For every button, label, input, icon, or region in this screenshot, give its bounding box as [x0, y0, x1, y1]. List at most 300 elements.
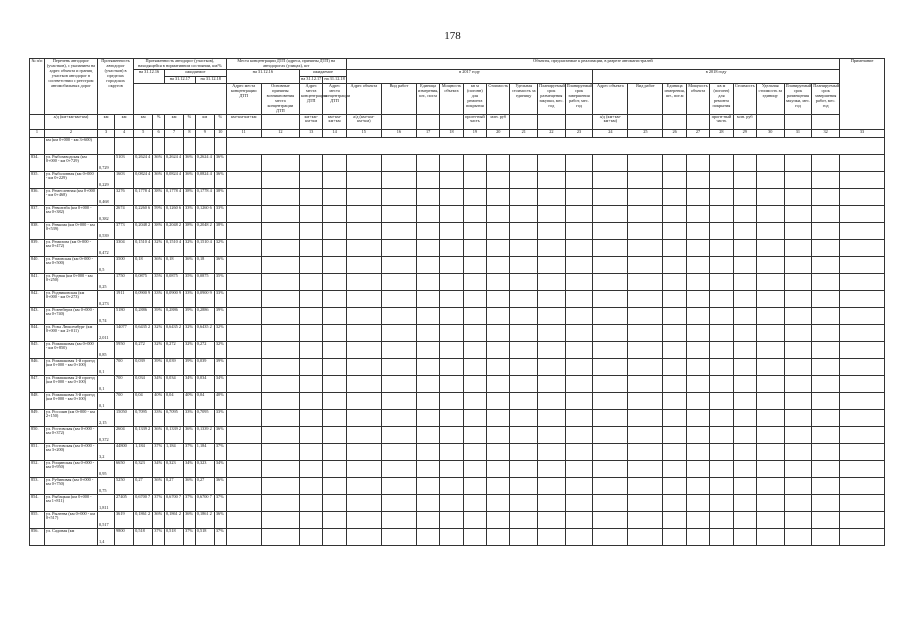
norm-2017-km: 0,6435 2 [164, 324, 183, 341]
empty-cell [756, 239, 784, 256]
empty-cell [416, 460, 439, 477]
column-number: 26 [663, 129, 686, 137]
norm-2016-km: 0,1339 2 [134, 426, 153, 443]
empty-cell [346, 171, 381, 188]
empty-cell [663, 528, 686, 545]
empty-cell [226, 426, 261, 443]
header-dtp-expected: ожидаемое [300, 69, 347, 76]
column-number: 33 [840, 129, 885, 137]
road-name: ул. Рыбозаводская (км 0+000 - км 0+729) [44, 154, 97, 171]
norm-2016-km: 0,04 [134, 392, 153, 409]
unit-dtp-kmkm: км+км-км+км [226, 114, 261, 129]
road-length-value: 5250 [115, 477, 134, 494]
empty-cell [565, 290, 593, 307]
empty-cell [840, 324, 885, 341]
empty-cell [710, 358, 733, 375]
norm-2016-km: 0,039 [134, 358, 153, 375]
empty-cell [593, 477, 628, 494]
empty-cell [593, 256, 628, 273]
road-length-value: 9800 [115, 528, 134, 545]
empty-cell [686, 256, 709, 273]
empty-cell [628, 528, 663, 545]
empty-cell [812, 341, 840, 358]
empty-cell [756, 324, 784, 341]
row-number: 846. [30, 358, 45, 375]
norm-2016-pct: 32% [153, 341, 165, 358]
empty-cell [756, 358, 784, 375]
row-number: 844. [30, 324, 45, 341]
table-row [30, 188, 885, 205]
empty-cell [487, 375, 510, 392]
carry-cell [184, 137, 196, 154]
row-number: 855. [30, 511, 45, 528]
norm-2018-km: 0,518 [195, 528, 214, 545]
norm-2017-km: 0,6700 7 [164, 494, 183, 511]
empty-cell [261, 290, 299, 307]
empty-cell [261, 171, 299, 188]
empty-cell [840, 392, 885, 409]
empty-cell [756, 477, 784, 494]
row-number: 842. [30, 290, 45, 307]
empty-cell [733, 392, 756, 409]
empty-cell [812, 171, 840, 188]
norm-2018-km: 0,1778 4 [195, 188, 214, 205]
norm-2017-pct: 33% [184, 290, 196, 307]
empty-cell [261, 222, 299, 239]
column-number: 9 [195, 129, 214, 137]
empty-cell [756, 494, 784, 511]
norm-2017-pct: 36% [184, 511, 196, 528]
empty-cell [840, 494, 885, 511]
norm-2018-km: 0,034 [195, 375, 214, 392]
empty-cell [463, 188, 486, 205]
road-name: ул. Ромашковая 2-й проезд (км 0+000 - км 0+100) [44, 375, 97, 392]
empty-cell [463, 494, 486, 511]
header-row-main [30, 59, 885, 70]
empty-cell [381, 154, 416, 171]
empty-cell [812, 154, 840, 171]
road-length-value: 1603 [115, 171, 134, 188]
empty-cell [300, 307, 323, 324]
empty-cell [226, 460, 261, 477]
table-row [30, 460, 885, 477]
road-length-km: 0,25 [98, 273, 115, 290]
unit-2017-addr: а/д (км+км-км+км) [346, 114, 381, 129]
empty-cell [593, 222, 628, 239]
empty-cell [381, 256, 416, 273]
header-norm-d2: на 31.12.17 [164, 76, 195, 83]
empty-cell [510, 426, 538, 443]
empty-cell [710, 341, 733, 358]
empty-cell [565, 358, 593, 375]
empty-cell [784, 324, 812, 341]
empty-cell [261, 392, 299, 409]
norm-2016-pct: 36% [153, 171, 165, 188]
header-norm-blank [134, 83, 227, 114]
table-row [30, 358, 885, 375]
empty-cell [381, 460, 416, 477]
empty-cell [416, 205, 439, 222]
road-length-value: 15050 [115, 409, 134, 426]
empty-cell [463, 171, 486, 188]
column-number: 7 [164, 129, 183, 137]
header-dtp-d2: на 31.12.17 [300, 76, 323, 83]
empty-cell [663, 222, 686, 239]
norm-2016-km: 0,0824 4 [134, 171, 153, 188]
empty-cell [840, 239, 885, 256]
empty-cell [628, 205, 663, 222]
norm-2016-pct: 37% [153, 443, 165, 460]
empty-cell [686, 460, 709, 477]
unit-blank-12 [756, 114, 784, 129]
unit-dtp-kmkm-2: км+км-км+км [300, 114, 323, 129]
unit-blank-9 [628, 114, 663, 129]
empty-cell [510, 443, 538, 460]
road-length-value: 700 [115, 375, 134, 392]
carry-cell [98, 137, 115, 154]
header-normative: Протяженность автодорог (участков), находящейся в нормативном состоянии, км/% [134, 59, 227, 70]
empty-cell [323, 154, 346, 171]
empty-cell [733, 154, 756, 171]
header-2018-addr: Адрес объекта [593, 83, 628, 114]
empty-cell [663, 426, 686, 443]
empty-cell [812, 375, 840, 392]
norm-2016-pct: 36% [153, 256, 165, 273]
empty-cell [261, 341, 299, 358]
empty-cell [840, 205, 885, 222]
unit-blank-7 [538, 114, 566, 129]
empty-cell [593, 358, 628, 375]
road-length-value: 700 [115, 392, 134, 409]
empty-cell [463, 154, 486, 171]
empty-cell [784, 154, 812, 171]
norm-2017-km: 0,7095 [164, 409, 183, 426]
norm-2018-pct: 35% [214, 273, 226, 290]
empty-cell [538, 205, 566, 222]
unit-blank-5 [440, 114, 463, 129]
header-note: Примечание [840, 59, 885, 130]
empty-cell [840, 443, 885, 460]
empty-cell [510, 188, 538, 205]
empty-cell [710, 477, 733, 494]
norm-2016-pct: 38% [153, 222, 165, 239]
norm-2017-km: 0,1861 2 [164, 511, 183, 528]
norm-2016-pct: 59% [153, 205, 165, 222]
empty-cell [565, 222, 593, 239]
empty-cell [628, 358, 663, 375]
norm-2017-pct: 33% [184, 205, 196, 222]
empty-cell [538, 307, 566, 324]
empty-cell [323, 205, 346, 222]
empty-cell [538, 358, 566, 375]
empty-cell [381, 494, 416, 511]
empty-cell [663, 307, 686, 324]
empty-cell [487, 273, 510, 290]
empty-cell [784, 273, 812, 290]
empty-cell [300, 273, 323, 290]
unit-km-km: а/д (км+км-км+км) [44, 114, 97, 129]
norm-2016-km: 0,6700 7 [134, 494, 153, 511]
road-length-km: 2,15 [98, 409, 115, 426]
norm-2017-km: 0,0824 4 [164, 171, 183, 188]
empty-cell [346, 222, 381, 239]
empty-cell [733, 511, 756, 528]
empty-cell [812, 222, 840, 239]
empty-cell [686, 290, 709, 307]
header-2018-unit-cost: Удельная стоимость за единицу [756, 83, 784, 114]
empty-cell [733, 239, 756, 256]
empty-cell [593, 154, 628, 171]
empty-cell [538, 239, 566, 256]
norm-2016-pct: 40% [153, 392, 165, 409]
road-name: ул. Садовая (км [44, 528, 97, 545]
empty-cell [323, 188, 346, 205]
empty-cell [686, 426, 709, 443]
empty-cell [440, 171, 463, 188]
norm-2018-km: 0,2624 4 [195, 154, 214, 171]
empty-cell [812, 426, 840, 443]
empty-cell [300, 171, 323, 188]
empty-cell [784, 256, 812, 273]
norm-2018-pct: 36% [214, 171, 226, 188]
empty-cell [593, 205, 628, 222]
empty-cell [565, 443, 593, 460]
empty-cell [346, 528, 381, 545]
empty-cell [510, 494, 538, 511]
road-length-value: 14077 [115, 324, 134, 341]
empty-cell [226, 239, 261, 256]
empty-cell [663, 154, 686, 171]
column-number: 4 [115, 129, 134, 137]
road-name: ул. Ромашковая 1-й проезд (км 0+000 - км 0+100) [44, 358, 97, 375]
empty-cell [593, 426, 628, 443]
norm-2017-pct: 37% [184, 443, 196, 460]
column-number: 29 [733, 129, 756, 137]
header-objects: Объекты, предлагаемые к реализации, в разрезе автомагистралей [346, 59, 839, 70]
empty-cell [261, 358, 299, 375]
empty-cell [261, 256, 299, 273]
norm-2017-pct: 36% [184, 426, 196, 443]
empty-cell [416, 290, 439, 307]
norm-2017-km: 0,04 [164, 392, 183, 409]
norm-2016-pct: 34% [153, 375, 165, 392]
norm-2016-pct: 37% [153, 494, 165, 511]
empty-cell [226, 154, 261, 171]
empty-cell [346, 494, 381, 511]
empty-cell [593, 273, 628, 290]
empty-cell [710, 154, 733, 171]
empty-cell [733, 409, 756, 426]
norm-2017-pct: 32% [184, 239, 196, 256]
empty-cell [565, 239, 593, 256]
empty-cell [840, 511, 885, 528]
empty-cell [487, 205, 510, 222]
empty-cell [784, 375, 812, 392]
empty-cell [261, 426, 299, 443]
empty-cell [733, 528, 756, 545]
empty-cell [593, 188, 628, 205]
empty-cell [416, 392, 439, 409]
unit-km: км [98, 114, 115, 129]
empty-cell [733, 205, 756, 222]
table-row [30, 409, 885, 426]
empty-cell [733, 290, 756, 307]
empty-cell [346, 154, 381, 171]
empty-cell [261, 307, 299, 324]
norm-2017-pct: 36% [184, 477, 196, 494]
column-number: 27 [686, 129, 709, 137]
empty-cell [840, 477, 885, 494]
norm-2017-pct: 36% [184, 256, 196, 273]
empty-cell [784, 443, 812, 460]
empty-cell [510, 460, 538, 477]
empty-cell [593, 375, 628, 392]
empty-cell [487, 154, 510, 171]
norm-2016-pct: 37% [153, 528, 165, 545]
norm-2018-pct: 40% [214, 392, 226, 409]
unit-blank-8 [565, 114, 593, 129]
norm-2018-pct: 39% [214, 358, 226, 375]
road-length-value: 3304 [115, 239, 134, 256]
empty-cell [784, 307, 812, 324]
unit-2017-area: прогн-ный часть [463, 114, 486, 129]
column-number: 6 [153, 129, 165, 137]
empty-cell [628, 324, 663, 341]
empty-cell [381, 273, 416, 290]
empty-cell [710, 460, 733, 477]
empty-cell [226, 358, 261, 375]
unit-km-4: км [164, 114, 183, 129]
empty-cell [463, 511, 486, 528]
empty-cell [784, 477, 812, 494]
empty-cell [381, 477, 416, 494]
road-length-km: 0,1 [98, 358, 115, 375]
table-row [30, 392, 885, 409]
row-number: 838. [30, 222, 45, 239]
empty-cell [440, 392, 463, 409]
empty-cell [300, 324, 323, 341]
header-2017-unit-cost: Удельная стоимость за единицу [510, 83, 538, 114]
column-number: 1 [30, 129, 45, 137]
empty-cell [381, 358, 416, 375]
empty-cell [261, 460, 299, 477]
norm-2018-km: 0,2886 [195, 307, 214, 324]
empty-cell [756, 205, 784, 222]
empty-cell [733, 256, 756, 273]
norm-2018-pct: 36% [214, 511, 226, 528]
empty-cell [226, 375, 261, 392]
empty-cell [440, 205, 463, 222]
empty-cell [565, 511, 593, 528]
norm-2016-pct: 34% [153, 460, 165, 477]
road-length-km: 0,729 [98, 154, 115, 171]
empty-cell [538, 154, 566, 171]
road-name: ул. Рыболовная (км 0+000 - км 0+229) [44, 171, 97, 188]
empty-cell [487, 494, 510, 511]
table-row [30, 511, 885, 528]
empty-cell [323, 290, 346, 307]
column-number: 15 [346, 129, 381, 137]
empty-cell [323, 460, 346, 477]
norm-2016-km: 0,7095 [134, 409, 153, 426]
empty-cell [381, 307, 416, 324]
road-length-value: 6650 [115, 460, 134, 477]
norm-2016-pct: 33% [153, 290, 165, 307]
unit-km-3: км [134, 114, 153, 129]
empty-cell [226, 256, 261, 273]
empty-cell [840, 460, 885, 477]
empty-cell [487, 358, 510, 375]
empty-cell [487, 528, 510, 545]
empty-cell [663, 341, 686, 358]
empty-cell [756, 460, 784, 477]
empty-cell [510, 375, 538, 392]
empty-cell [463, 426, 486, 443]
empty-cell [487, 324, 510, 341]
empty-cell [710, 222, 733, 239]
norm-2018-pct: 39% [214, 307, 226, 324]
norm-2016-km: 0,1510 4 [134, 239, 153, 256]
empty-cell [487, 188, 510, 205]
table-row [30, 324, 885, 341]
empty-cell [416, 443, 439, 460]
norm-2018-km: 0,1339 2 [195, 426, 214, 443]
empty-cell [416, 375, 439, 392]
norm-2018-km: 0,1260 6 [195, 205, 214, 222]
norm-2017-pct: 32% [184, 341, 196, 358]
empty-cell [440, 477, 463, 494]
row-number: 840. [30, 256, 45, 273]
header-row-detail [30, 83, 885, 114]
road-name: ул. Родная (км 0+000 - км 0+250) [44, 273, 97, 290]
empty-cell [663, 392, 686, 409]
empty-cell [686, 188, 709, 205]
empty-cell [440, 511, 463, 528]
empty-cell [226, 409, 261, 426]
empty-cell [686, 222, 709, 239]
empty-cell [812, 188, 840, 205]
row-number: 834. [30, 154, 45, 171]
column-number: 10 [214, 129, 226, 137]
empty-cell [510, 171, 538, 188]
row-number: 852. [30, 460, 45, 477]
norm-2018-pct: 38% [214, 188, 226, 205]
norm-2017-km: 0,27 [164, 477, 183, 494]
norm-2016-km: 0,2886 [134, 307, 153, 324]
table-row [30, 273, 885, 290]
norm-2016-pct: 36% [153, 154, 165, 171]
empty-cell [381, 324, 416, 341]
empty-cell [463, 409, 486, 426]
empty-cell [840, 426, 885, 443]
empty-cell [756, 307, 784, 324]
road-name: ул. Ревштаба (км 0+000 - км 0+382) [44, 205, 97, 222]
road-length-value: 2674 [115, 205, 134, 222]
norm-2017-km: 0,0875 [164, 273, 183, 290]
empty-cell [487, 256, 510, 273]
norm-2017-pct: 40% [184, 392, 196, 409]
empty-cell [710, 205, 733, 222]
empty-cell [710, 273, 733, 290]
empty-cell [416, 188, 439, 205]
empty-cell [261, 443, 299, 460]
empty-cell [756, 409, 784, 426]
empty-cell [261, 511, 299, 528]
road-name: ул. Рэмовская (км 0+000 - км 0+500) [44, 256, 97, 273]
road-name: ул. Ремесленная (км 0+000 - км 0+468) [44, 188, 97, 205]
empty-cell [463, 239, 486, 256]
carry-over-row [30, 137, 885, 154]
